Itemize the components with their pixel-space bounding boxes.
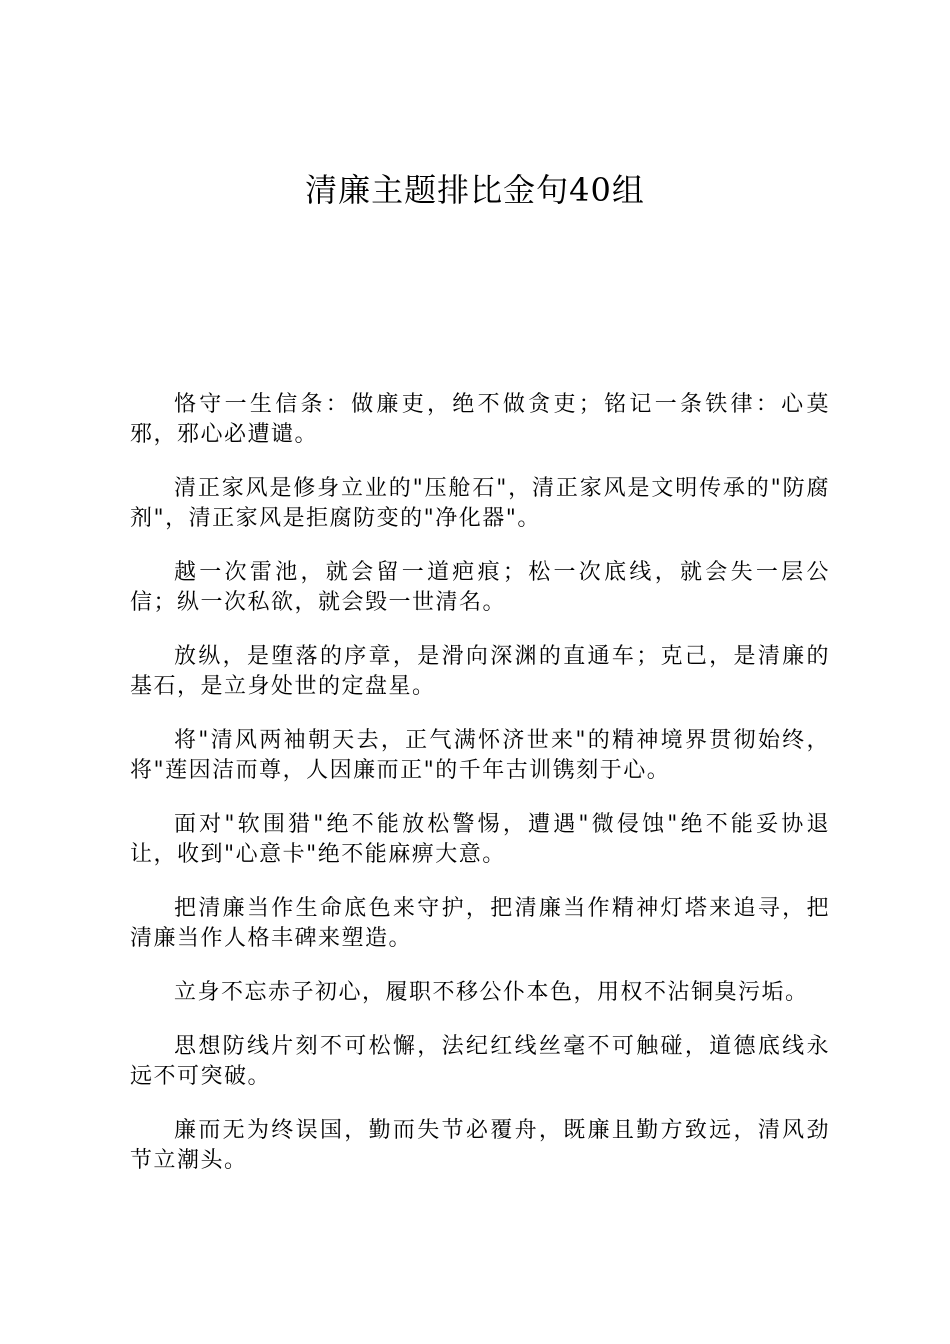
paragraph-5: 将"清风两袖朝天去，正气满怀济世来"的精神境界贯彻始终，将"莲因洁而尊，人因廉而正"的千年古训镌刻于心。 <box>130 728 830 783</box>
paragraph-8: 立身不忘赤子初心，履职不移公仆本色，用权不沾铜臭污垢。 <box>174 980 809 1005</box>
paragraph-7: 把清廉当作生命底色来守护，把清廉当作精神灯塔来追寻，把清廉当作人格丰碑来塑造。 <box>130 896 830 951</box>
paragraph-1: 恪守一生信条：做廉吏，绝不做贪吏；铭记一条铁律：心莫邪，邪心必遭谴。 <box>130 392 830 447</box>
paragraph-3: 越一次雷池，就会留一道疤痕；松一次底线，就会失一层公信；纵一次私欲，就会毁一世清名。 <box>130 560 830 615</box>
paragraph-10: 廉而无为终误国，勤而失节必覆舟，既廉且勤方致远，清风劲节立潮头。 <box>130 1118 830 1173</box>
paragraph-9: 思想防线片刻不可松懈，法纪红线丝毫不可触碰，道德底线永远不可突破。 <box>130 1034 830 1089</box>
paragraph-6: 面对"软围猎"绝不能放松警惕，遭遇"微侵蚀"绝不能妥协退让，收到"心意卡"绝不能麻痹大意。 <box>130 812 830 867</box>
paragraph-4: 放纵，是堕落的序章，是滑向深渊的直通车；克己，是清廉的基石，是立身处世的定盘星。 <box>130 644 830 699</box>
document-title: 清廉主题排比金句40组 <box>305 171 645 209</box>
document-body <box>130 390 830 1200</box>
paragraph-2: 清正家风是修身立业的"压舱石"，清正家风是文明传承的"防腐剂"，清正家风是拒腐防变的"净化器"。 <box>130 476 830 531</box>
